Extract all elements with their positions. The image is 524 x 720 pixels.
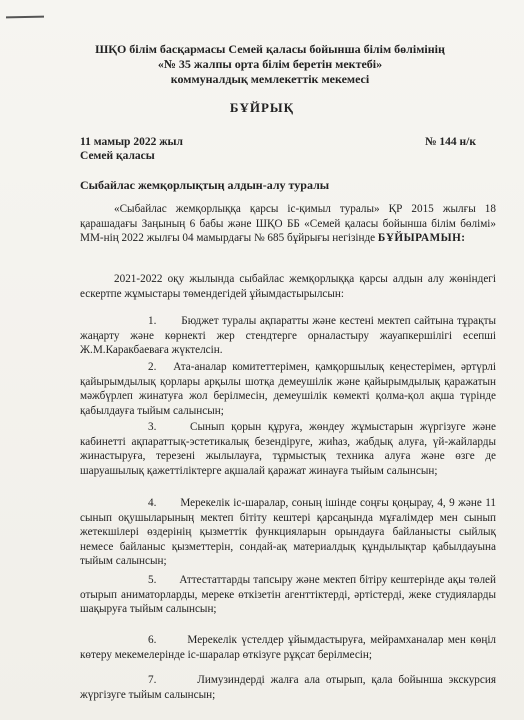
item-text: Бюджет туралы ақпаратты және кестені мектеп сайтына тұрақты жаңарту және көрнекті жер стендтерге орналастыру жауапкершілігі есепші Ж.М.Каракбаеваға жүктелсін. xyxy=(80,315,496,357)
list-item-4 xyxy=(80,496,496,569)
list-item-6 xyxy=(80,633,496,662)
document-title: БҰЙРЫҚ xyxy=(229,100,295,115)
header-line-1: ШҚО білім басқармасы Семей қаласы бойынша білім бөлімінің xyxy=(95,42,445,56)
item-number: 7. xyxy=(148,674,157,686)
pen-mark xyxy=(6,16,44,19)
item-text: Сынып қорын құруға, жөндеу жұмыстарын жүргізуге және кабинетті ақпараттық-эстетикалық безендіруге, жиһаз, жабдық алуға, үй-жайларды жинастыруға, терезені жылылауға, тұрмыстық техника алуға және өзге де шаруашылық қажеттіліктерге ақшалай қаражат жинауға тыйым салынсын; xyxy=(80,421,497,477)
list-item-3 xyxy=(80,420,496,478)
list-item-7 xyxy=(80,673,496,702)
list-item-5 xyxy=(80,573,496,617)
header-line-2: «№ 35 жалпы орта білім беретін мектебі» xyxy=(157,57,383,71)
item-number: 1. xyxy=(148,315,157,327)
order-city: Семей қаласы xyxy=(80,150,155,162)
item-number: 4. xyxy=(148,497,157,509)
list-item-2 xyxy=(80,360,496,418)
basis-text: «Сыбайлас жемқорлыққа қарсы іс-қимыл туралы» ҚР 2015 жылғы 18 қарашадағы Заңының 6 бабы және ШҚО ББ «Семей қаласы бойынша білім бөлімі» ММ-нің 2022 жылғы 04 мамырдағы № 685 бұйрығы негізінде xyxy=(80,203,496,245)
item-text: Мерекелік іс-шаралар, соның ішінде соңғы қоңырау, 4, 9 және 11 сынып оқушыларының мектеп бітіту кештері қарсаңында мұғалімдер мен сынып жетекшілері өздерінің қызметтік функцияларын орындауға байланысты сыйлық немесе байланыс қызметтерін, сондай-ақ материалдық құндылықтар қабылдауына тыйым салынсын; xyxy=(80,497,496,568)
item-text: Ата-аналар комитеттерімен, қамқоршылық кеңестерімен, әртүрлі қайырымдылық қорлары арқылы шотқа демеушілік және қайырымдылық қаражатын мәжбүрлеп жинатуға жол берілмесін, демеушілік көмекті қолма-қол ақша түрінде қабылдауға тыйым салынсын; xyxy=(80,361,496,417)
order-subject: Сыбайлас жемқорлықтың алдын-алу туралы xyxy=(80,178,330,192)
basis-paragraph xyxy=(80,202,496,246)
item-number: 2. xyxy=(148,361,157,373)
header-line-3: коммуналдық мемлекеттік мекемесі xyxy=(170,72,370,86)
item-text: Аттестаттарды тапсыру және мектеп бітіру кештерінде ақы төлей отырып аниматорларды, мереке өткізетін агенттіктерді, әртістерді, жеке студияларды шақыруға тыйым салынсын; xyxy=(80,574,496,616)
order-word: БҰЙЫРАМЫН: xyxy=(377,232,466,245)
item-number: 5. xyxy=(148,574,157,586)
item-number: 6. xyxy=(148,634,157,646)
organization-header xyxy=(60,42,480,87)
item-number: 3. xyxy=(148,421,157,433)
order-date: 11 мамыр 2022 жыл xyxy=(80,136,183,148)
list-item-1 xyxy=(80,314,496,358)
item-text: Лимузиндерді жалға ала отырып, қала бойынша экскурсия жүргізуге тыйым салынсын; xyxy=(80,674,496,701)
order-number: № 144 н/к xyxy=(425,136,477,148)
intro-paragraph: 2021-2022 оқу жылында сыбайлас жемқорлыққа қарсы алдын алу жөніндегі ескертпе жұмыстары төмендегідей ұйымдастырылсын: xyxy=(80,273,496,300)
item-text: Мерекелік үстелдер ұйымдастыруға, мейрамханалар мен көңіл көтеру мекемелерінде іс-шаралар өткізуге рұқсат берілмесін; xyxy=(80,634,497,661)
